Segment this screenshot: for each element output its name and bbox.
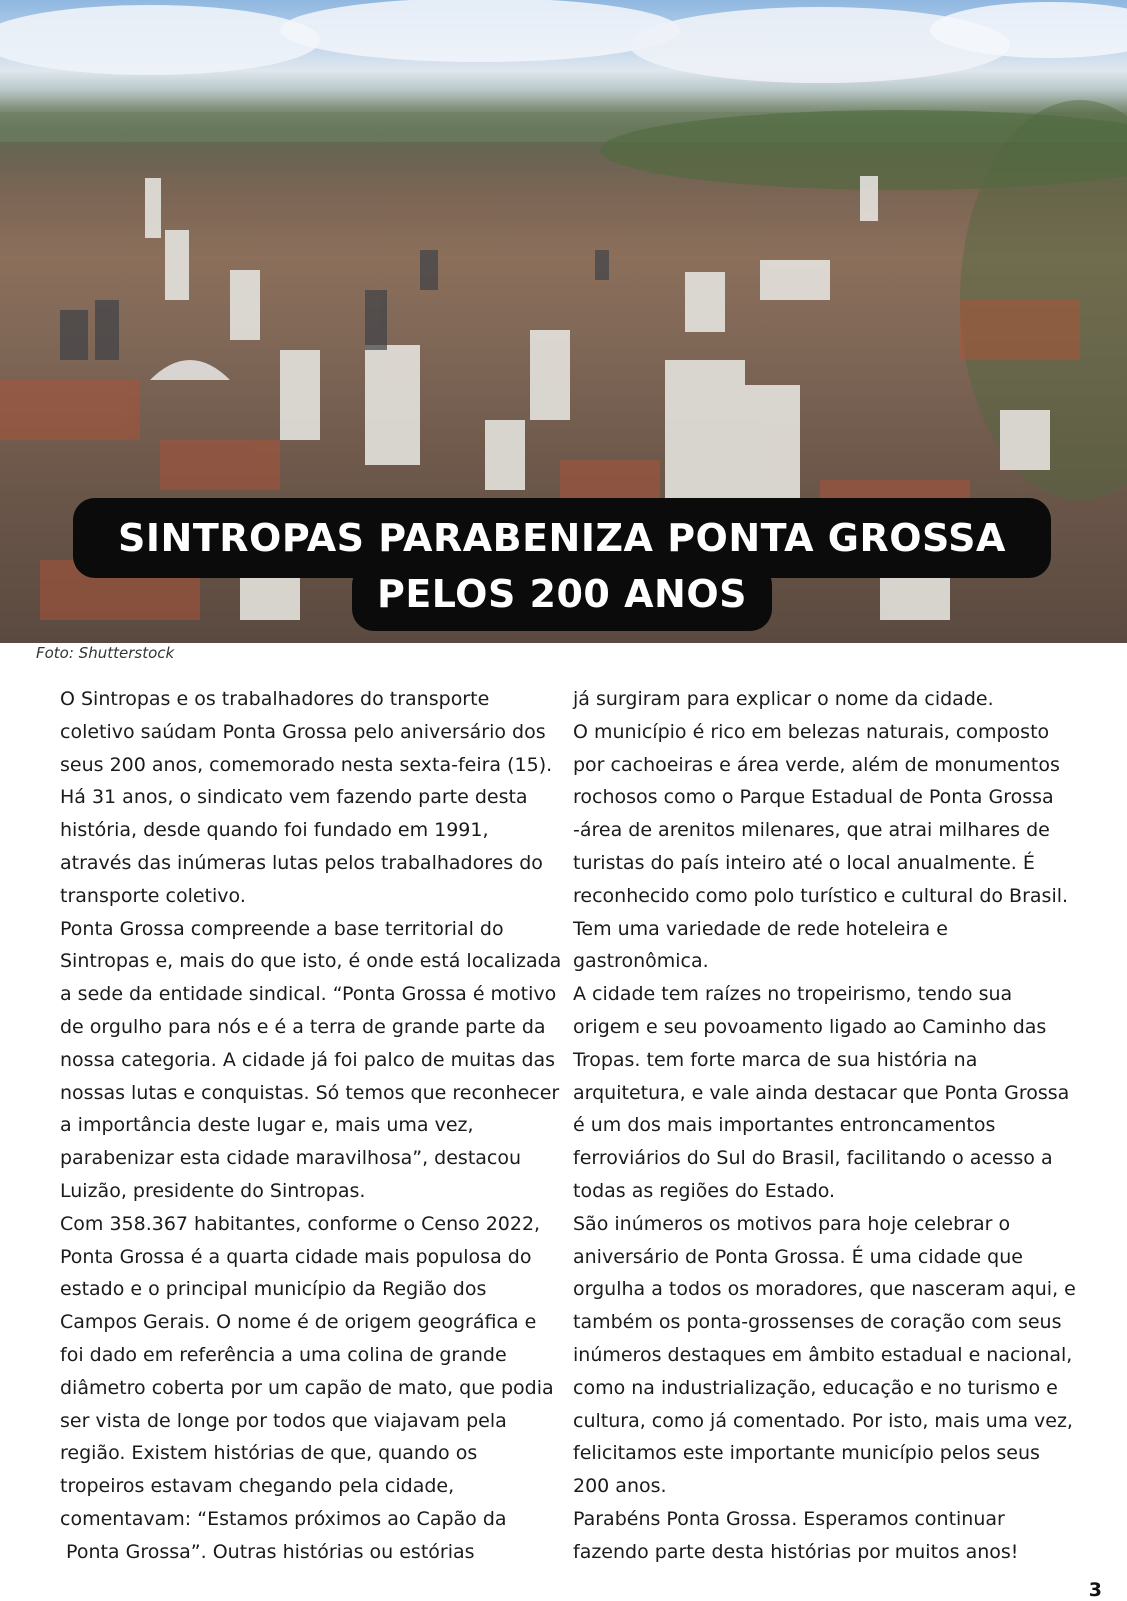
article-line: A cidade tem raízes no tropeirismo, tendo sua xyxy=(573,983,1013,1006)
article-line: estado e o principal município da Região dos xyxy=(60,1278,487,1301)
article-line: Com 358.367 habitantes, conforme o Censo 2022, xyxy=(60,1212,541,1235)
article-line: tropeiros estavam chegando pela cidade, xyxy=(60,1475,455,1498)
article-line: Luizão, presidente do Sintropas. xyxy=(60,1179,366,1202)
article-line: O município é rico em belezas naturais, composto xyxy=(573,720,1050,743)
article-line: aniversário de Ponta Grossa. É uma cidade que xyxy=(573,1245,1023,1268)
article-line: gastronômica. xyxy=(573,950,709,973)
article-line: através das inúmeras lutas pelos trabalhadores do xyxy=(60,851,543,874)
article-line: felicitamos este importante município pelos seus xyxy=(573,1442,1040,1465)
article-column-left xyxy=(60,683,562,1569)
article-line: arquitetura, e vale ainda destacar que Ponta Grossa xyxy=(573,1081,1070,1104)
article-line: a sede da entidade sindical. “Ponta Grossa é motivo xyxy=(60,983,557,1006)
article-line: nossa categoria. A cidade já foi palco de muitas das xyxy=(60,1048,556,1071)
article-line: São inúmeros os motivos para hoje celebrar o xyxy=(573,1212,1011,1235)
article-line: rochosos como o Parque Estadual de Ponta Grossa xyxy=(573,786,1054,809)
page-number: 3 xyxy=(1088,1579,1102,1601)
article-line: Sintropas e, mais do que isto, é onde está localizada xyxy=(60,950,562,973)
article-line: comentavam: “Estamos próximos ao Capão da xyxy=(60,1507,507,1530)
article-line: por cachoeiras e área verde, além de monumentos xyxy=(573,753,1060,776)
article-line: região. Existem histórias de que, quando os xyxy=(60,1442,478,1465)
article-line: 200 anos. xyxy=(573,1475,667,1498)
headline-line-1: SINTROPAS PARABENIZA PONTA GROSSA xyxy=(73,498,1051,578)
article-line: nossas lutas e conquistas. Só temos que reconhecer xyxy=(60,1081,560,1104)
article-line: turistas do país inteiro até o local anualmente. É xyxy=(573,851,1035,874)
article-line: como na industrialização, educação e no turismo e xyxy=(573,1376,1058,1399)
article-line: orgulha a todos os moradores, que nasceram aqui, e xyxy=(573,1278,1076,1301)
article-line: Há 31 anos, o sindicato vem fazendo parte desta xyxy=(60,786,528,809)
article-line: parabenizar esta cidade maravilhosa”, destacou xyxy=(60,1147,522,1170)
article-line: Tropas. tem forte marca de sua história na xyxy=(573,1048,978,1071)
article-line: fazendo parte desta histórias por muitos anos! xyxy=(573,1540,1019,1563)
article-line: Ponta Grossa compreende a base territorial do xyxy=(60,917,504,940)
article-line: -área de arenitos milenares, que atrai milhares de xyxy=(573,819,1050,842)
article-line: Campos Gerais. O nome é de origem geográfica e xyxy=(60,1311,537,1334)
article-line: inúmeros destaques em âmbito estadual e nacional, xyxy=(573,1343,1073,1366)
article-line: é um dos mais importantes entroncamentos xyxy=(573,1114,996,1137)
article-line: Ponta Grossa”. Outras histórias ou estórias xyxy=(60,1540,475,1563)
headline-line-2: PELOS 200 ANOS xyxy=(352,563,772,631)
article-column-right xyxy=(573,683,1083,1569)
article-line: ferroviários do Sul do Brasil, facilitando o acesso a xyxy=(573,1147,1053,1170)
article-line: Ponta Grossa é a quarta cidade mais populosa do xyxy=(60,1245,532,1268)
article-line: foi dado em referência a uma colina de grande xyxy=(60,1343,507,1366)
article-line: já surgiram para explicar o nome da cidade. xyxy=(573,688,994,710)
article-line: todas as regiões do Estado. xyxy=(573,1179,836,1202)
article-line: seus 200 anos, comemorado nesta sexta-feira (15). xyxy=(60,753,553,776)
photo-credit: Foto: Shutterstock xyxy=(36,644,175,662)
article-line: O Sintropas e os trabalhadores do transporte xyxy=(60,688,490,710)
article-line: ser vista de longe por todos que viajavam pela xyxy=(60,1409,507,1432)
article-line: coletivo saúdam Ponta Grossa pelo aniversário dos xyxy=(60,720,546,743)
article-line: também os ponta-grossenses de coração com seus xyxy=(573,1311,1062,1334)
article-line: de orgulho para nós e é a terra de grande parte da xyxy=(60,1015,546,1038)
article-line: transporte coletivo. xyxy=(60,884,246,907)
article-line: Tem uma variedade de rede hoteleira e xyxy=(573,917,948,940)
article-line: a importância deste lugar e, mais uma vez, xyxy=(60,1114,474,1137)
article-line: diâmetro coberta por um capão de mato, que podia xyxy=(60,1376,554,1399)
article-line: Parabéns Ponta Grossa. Esperamos continuar xyxy=(573,1507,1005,1530)
article-line: origem e seu povoamento ligado ao Caminho das xyxy=(573,1015,1047,1038)
article-line: reconhecido como polo turístico e cultural do Brasil. xyxy=(573,884,1069,907)
article-line: cultura, como já comentado. Por isto, mais uma vez, xyxy=(573,1409,1073,1432)
article-line: história, desde quando foi fundado em 1991, xyxy=(60,819,489,842)
